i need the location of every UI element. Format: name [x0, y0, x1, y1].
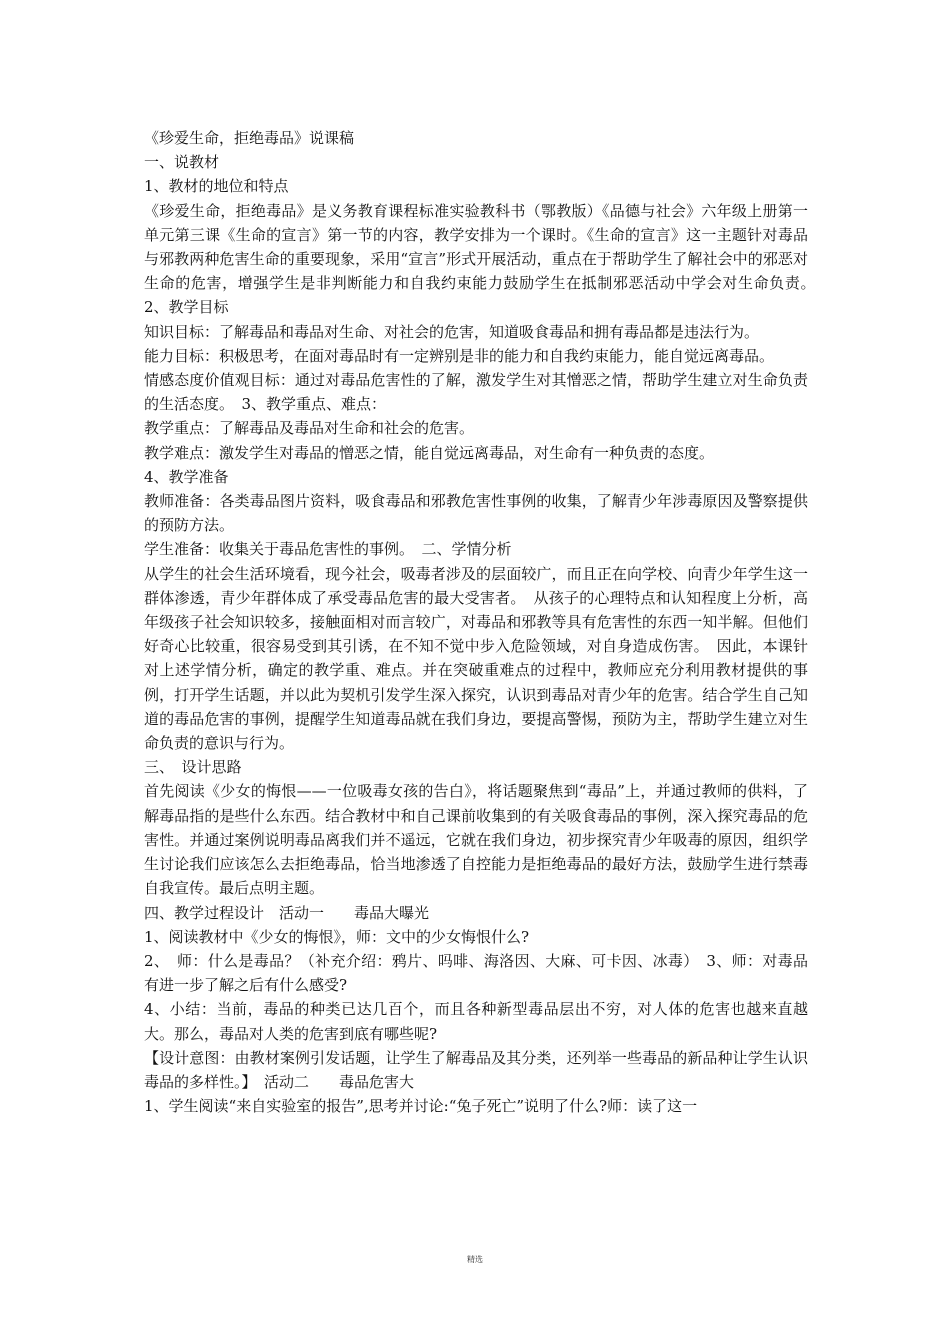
paragraph: 从学生的社会生活环境看，现今社会，吸毒者涉及的层面较广，而且正在向学校、向青少年学生这一群体渗透，青少年群体成了承受毒品危害的最大受害者。 从孩子的心理特点和认知程度上分析，高年级孩子社会知识较多，接触面相对而言较广，对毒品和邪教等具有危害性的东西一知半解。但他们好奇心比较重，很容易受到其引诱，在不知不觉中步入危险领域，对自身造成伤害。 因此，本课针对上述学情分析，确定的教学重、难点。并在突破重难点的过程中，教师应充分利用教材提供的事例，打开学生话题，并以此为契机引发学生深入探究，认识到毒品对青少年的危害。结合学生自己知道的毒品危害的事例，提醒学生知道毒品就在我们身边，要提高警惕，预防为主，帮助学生建立对生命负责的意识与行为。: [144, 564, 808, 753]
paragraph: 学生准备：收集关于毒品危害性的事例。 二、学情分析: [144, 540, 512, 559]
section-heading: 四、教学过程设计 活动一 毒品大曝光: [144, 903, 430, 922]
paragraph: 1、阅读教材中《少女的悔恨》，师：文中的少女悔恨什么?: [144, 927, 530, 946]
subsection-heading: 4、教学准备: [144, 467, 229, 486]
section-heading: 三、 设计思路: [144, 758, 242, 777]
section-heading: 一、说教材: [144, 153, 220, 172]
paragraph: 2、 师：什么是毒品？（补充介绍：鸦片、吗啡、海洛因、大麻、可卡因、冰毒） 3、师：对毒品有进一步了解之后有什么感受?: [144, 951, 808, 995]
page-footer: 精选: [467, 1255, 483, 1264]
paragraph: 教师准备：各类毒品图片资料，吸食毒品和邪教危害性事例的收集，了解青少年涉毒原因及警察提供的预防方法。: [144, 492, 808, 535]
paragraph: 教学重点：了解毒品及毒品对生命和社会的危害。: [144, 419, 475, 438]
paragraph: 知识目标：了解毒品和毒品对生命、对社会的危害，知道吸食毒品和拥有毒品都是违法行为。: [144, 322, 760, 341]
paragraph: 能力目标：积极思考，在面对毒品时有一定辨别是非的能力和自我约束能力，能自觉远离毒品。: [144, 346, 775, 365]
paragraph: 4、小结：当前，毒品的种类已达几百个，而且各种新型毒品层出不穷，对人体的危害也越来直越大。那么，毒品对人类的危害到底有哪些呢?: [144, 1000, 808, 1043]
paragraph: 首先阅读《少女的悔恨——一位吸毒女孩的告白》，将话题聚焦到“毒品”上，并通过教师的供料，了解毒品指的是些什么东西。结合教材中和自己课前收集到的有关吸食毒品的事例，深入探究毒品的危害性。并通过案例说明毒品离我们并不遥远，它就在我们身边，初步探究青少年吸毒的原因，组织学生讨论我们应该怎么去拒绝毒品，恰当地渗透了自控能力是拒绝毒品的最好方法，鼓励学生进行禁毒自我宣传。最后点明主题。: [144, 782, 808, 898]
paragraph: 情感态度价值观目标：通过对毒品危害性的了解，激发学生对其憎恶之情，帮助学生建立对生命负责的生活态度。 3、教学重点、难点：: [144, 371, 808, 414]
paragraph: 《珍爱生命，拒绝毒品》是义务教育课程标准实验教科书（鄂教版）《品德与社会》六年级上册第一单元第三课《生命的宣言》第一节的内容，教学安排为一个课时。《生命的宣言》这一主题针对毒品与邪教两种危害生命的重要现象，采用“宣言”形式开展活动，重点在于帮助学生了解社会中的邪恶对生命的危害，增强学生是非判断能力和自我约束能力鼓励学生在抵制邪恶活动中学会对生命负责。 2、教学目标: [144, 201, 824, 317]
paragraph: 【设计意图：由教材案例引发话题，让学生了解毒品及其分类，还列举一些毒品的新品种让学生认识毒品的多样性。】 活动二 毒品危害大: [144, 1048, 808, 1091]
document-title: 《珍爱生命，拒绝毒品》说课稿: [144, 129, 355, 147]
document-body: [144, 126, 824, 1118]
paragraph: 1、学生阅读“来自实验室的报告”,思考并讨论:“兔子死亡”说明了什么?师：读了这一: [144, 1097, 698, 1116]
paragraph: 教学难点：激发学生对毒品的憎恶之情，能自觉远离毒品，对生命有一种负责的态度。: [144, 443, 715, 462]
subsection-heading: 1、教材的地位和特点: [144, 177, 289, 196]
